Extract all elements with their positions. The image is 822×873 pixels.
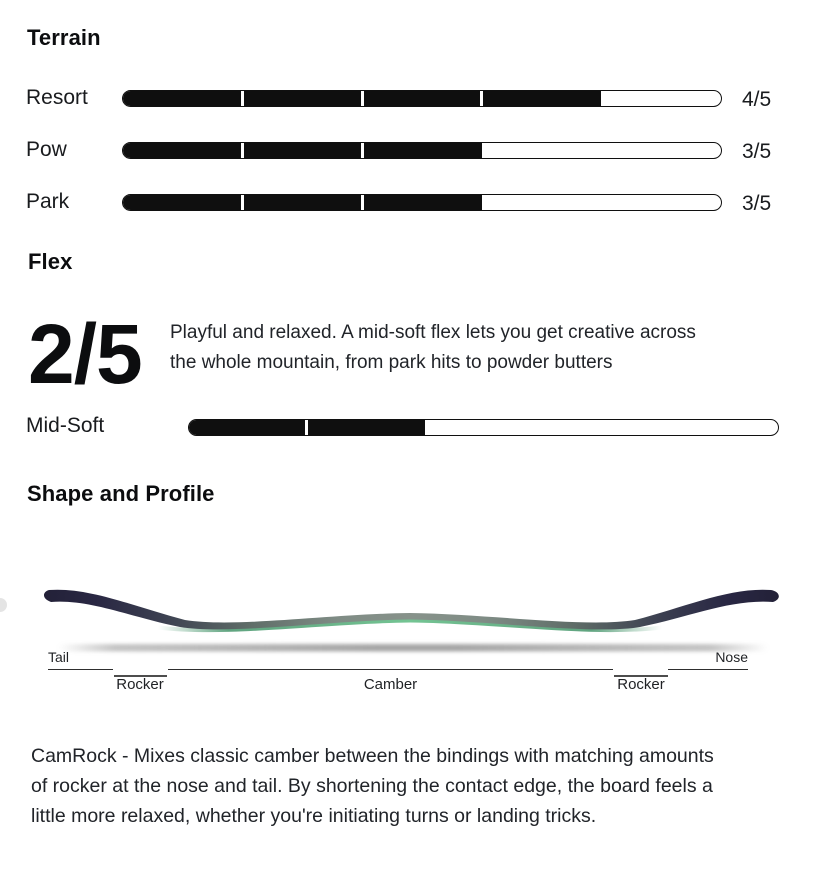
terrain-rating-value-resort: 4/5 [742,88,772,111]
rocker-left-label: Rocker [116,676,164,693]
terrain-rating-value-pow: 3/5 [742,140,772,163]
profile-description-line: of rocker at the nose and tail. By shortening the contact edge, the board feels a [31,775,713,797]
profile-description [31,741,714,831]
terrain-rating-bar-resort [122,90,722,107]
terrain-row-label-pow: Pow [26,138,67,161]
tail-label: Tail [48,649,70,665]
terrain-heading: Terrain [27,25,101,50]
profile-description-line: little more relaxed, whether you're initiating turns or landing tricks. [31,805,597,827]
rocker-right-label: Rocker [617,676,665,693]
terrain-rating-value-park: 3/5 [742,192,772,215]
terrain-rating-bar-pow [122,142,722,159]
board-body [44,590,779,630]
camber-label: Camber [363,676,418,693]
board-shadow [58,644,768,652]
shape-profile-heading: Shape and Profile [27,481,215,506]
flex-heading: Flex [28,249,73,274]
image-edge-artifact [0,598,7,612]
flex-description-line: Playful and relaxed. A mid-soft flex lets you get creative across [170,322,696,343]
terrain-row-label-park: Park [26,190,70,213]
terrain-rating-bar-park [122,194,722,211]
profile-description-line: CamRock - Mixes classic camber between the bindings with matching amounts [31,745,714,767]
flex-rating-bar [188,419,779,436]
nose-label: Nose [715,649,748,665]
flex-score: 2/5 [28,307,142,401]
terrain-row-label-resort: Resort [26,86,88,109]
nose-line [668,669,748,670]
camber-line [168,669,613,670]
flex-description [170,318,696,378]
flex-description-line: the whole mountain, from park hits to powder butters [170,352,613,373]
tail-line [48,669,113,670]
flex-softness-label: Mid-Soft [26,414,105,437]
